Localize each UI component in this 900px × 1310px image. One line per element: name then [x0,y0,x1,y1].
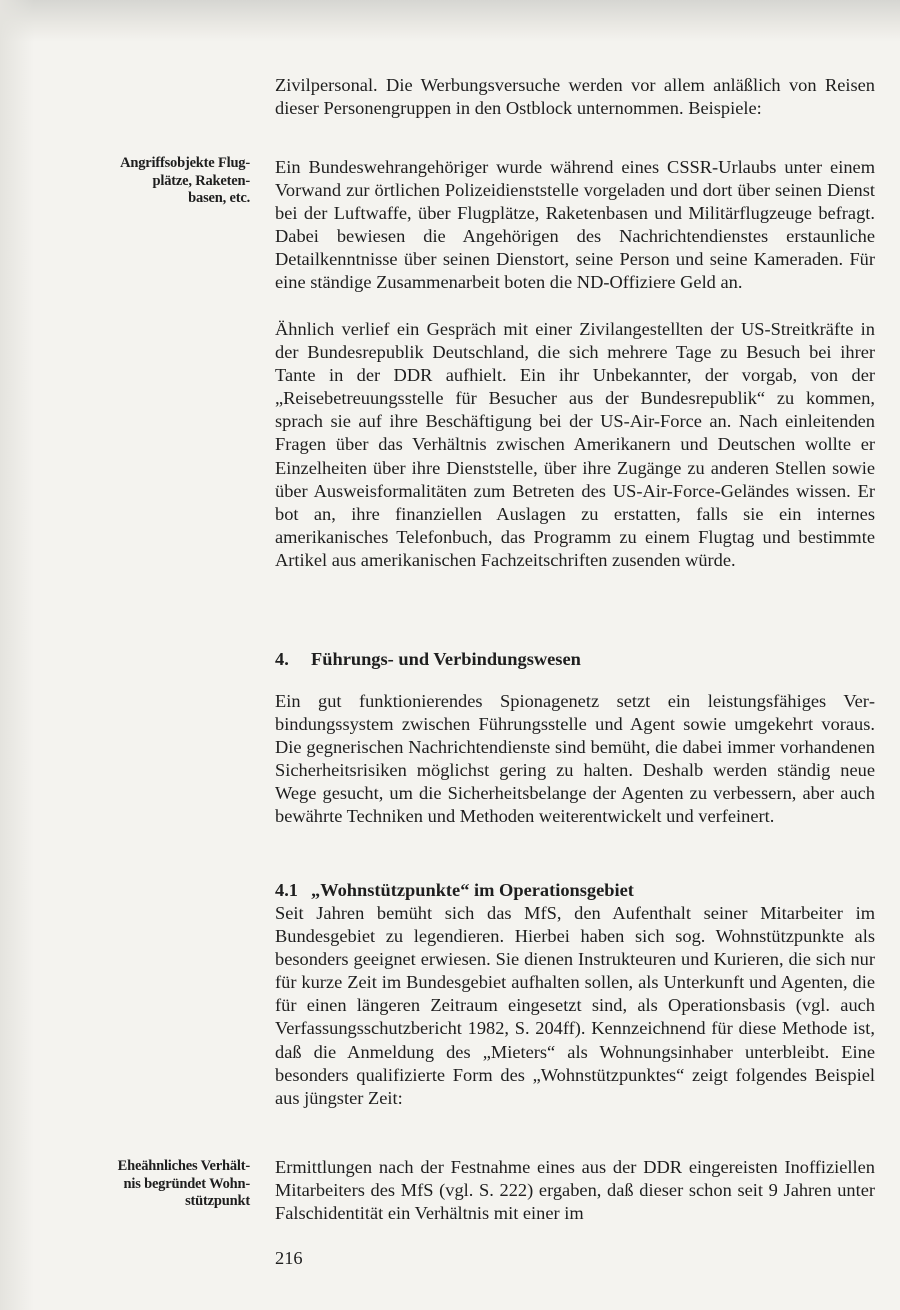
page-number: 216 [275,1248,303,1268]
section-heading-4 [275,648,875,671]
scan-edge-left [0,0,34,1310]
section-title: Führungs- und Verbindungswesen [311,649,581,669]
paragraph-example-1: Ein Bundeswehrangehöriger wurde während eines CSSR-Urlaubs unter einem Vorwand zur örtlichen Polizeidienststelle vorgeladen und dort über seinen Dienst bei der Luftwaffe, über Flugplätze, Raketenbasen und Militärflugzeuge befragt. Dabei bewiesen die Angehörigen des Nachrichtendienstes erstaunliche Detailkenntnisse über seinen Dienstort, seine Person und seine Kameraden. Für eine ständige Zusammenarbeit boten die ND-Offiziere Geld an. [275,157,875,293]
section-number: 4.1 [275,880,298,900]
section-heading-4-1 [275,879,875,902]
scan-edge-top [0,0,900,42]
section-title: „Wohnstützpunkte“ im Operationsgebiet [311,880,634,900]
paragraph-section-4: Ein gut funktionierendes Spionagenetz setzt ein leistungsfähiges Verbindungssystem zwischen Führungsstelle und Agent sowie umgekehrt voraus. Die gegnerischen Nachrichtendienste sind bemüht, die dabei immer vorhandenen Sicherheitsrisiken möglichst gering zu halten. Deshalb werden ständig neue Wege gesucht, um die Sicherheitsbelange der Agenten zu verbessern, aber auch bewährte Techniken und Methoden weiterentwickelt und verfeinert. [275,691,875,827]
section-number: 4. [275,649,289,669]
paragraph-example-2: Ähnlich verlief ein Gespräch mit einer Zivilangestellten der US-Streitkräfte in der Bundesrepublik Deutschland, die sich mehrere Tage zu Besuch bei ihrer Tante in der DDR aufhielt. Ein ihr Unbekannter, der vorgab, von der „Reisebetreuungsstelle für Besucher aus der Bundesrepublik“ zu kommen, sprach sie auf ihre Beschäftigung bei der US-Air-Force an. Nach einleitenden Fragen über das Verhältnis zwischen Amerikanern und Deutschen wollte er Einzelheiten über ihre Dienststelle, über ihre Zugänge zu anderen Stellen sowie über Ausweisformalitäten zum Betreten des US-Air-Force-Geländes wissen. Er bot an, ihre finanziellen Auslagen zu erstatten, falls sie ein internes amerikanisches Telefonbuch, das Programm zu einem Flugtag und bestimmte Artikel aus amerikanischen Fachzeitschriften zusenden würde. [275,319,875,570]
paragraph-example-3: Ermittlungen nach der Festnahme eines aus der DDR eingereisten Inoffiziellen Mitarbeiters des MfS (vgl. S. 222) ergaben, daß dieser schon seit 9 Jahren unter Falschidentität ein Verhältnis mit einer im [275,1157,875,1224]
paragraph-intro: Zivilpersonal. Die Werbungsversuche werden vor allem anläßlich von Reisen dieser Personengruppen in den Ostblock unternommen. Beispiele: [275,75,875,119]
margin-note-eheaehnliches: Eheähnliches Verhält- nis begründet Wohn- stützpunkt [117,1158,250,1209]
paragraph-section-4-1: Seit Jahren bemüht sich das MfS, den Aufenthalt seiner Mitarbeiter im Bundesgebiet zu legendieren. Hierbei haben sich sog. Wohnstützpunkte als besonders geeignet erwiesen. Sie dienen Instrukteuren und Kurieren, die sich nur für kurze Zeit im Bundesgebiet aufhalten sollen, als Unterkunft und Agenten, die für einen längeren Zeitraum eingesetzt sind, als Operationsbasis (vgl. auch Verfassungsschutzbericht 1982, S. 204ff). Kennzeichnend für diese Methode ist, daß die Anmeldung des „Mieters“ als Wohnungsinhaber unterbleibt. Eine besonders qualifizierte Form des „Wohnstützpunktes“ zeigt folgendes Beispiel aus jüngster Zeit: [275,903,875,1108]
margin-note-angriffsobjekte: Angriffsobjekte Flug- plätze, Raketen- basen, etc. [120,155,250,206]
